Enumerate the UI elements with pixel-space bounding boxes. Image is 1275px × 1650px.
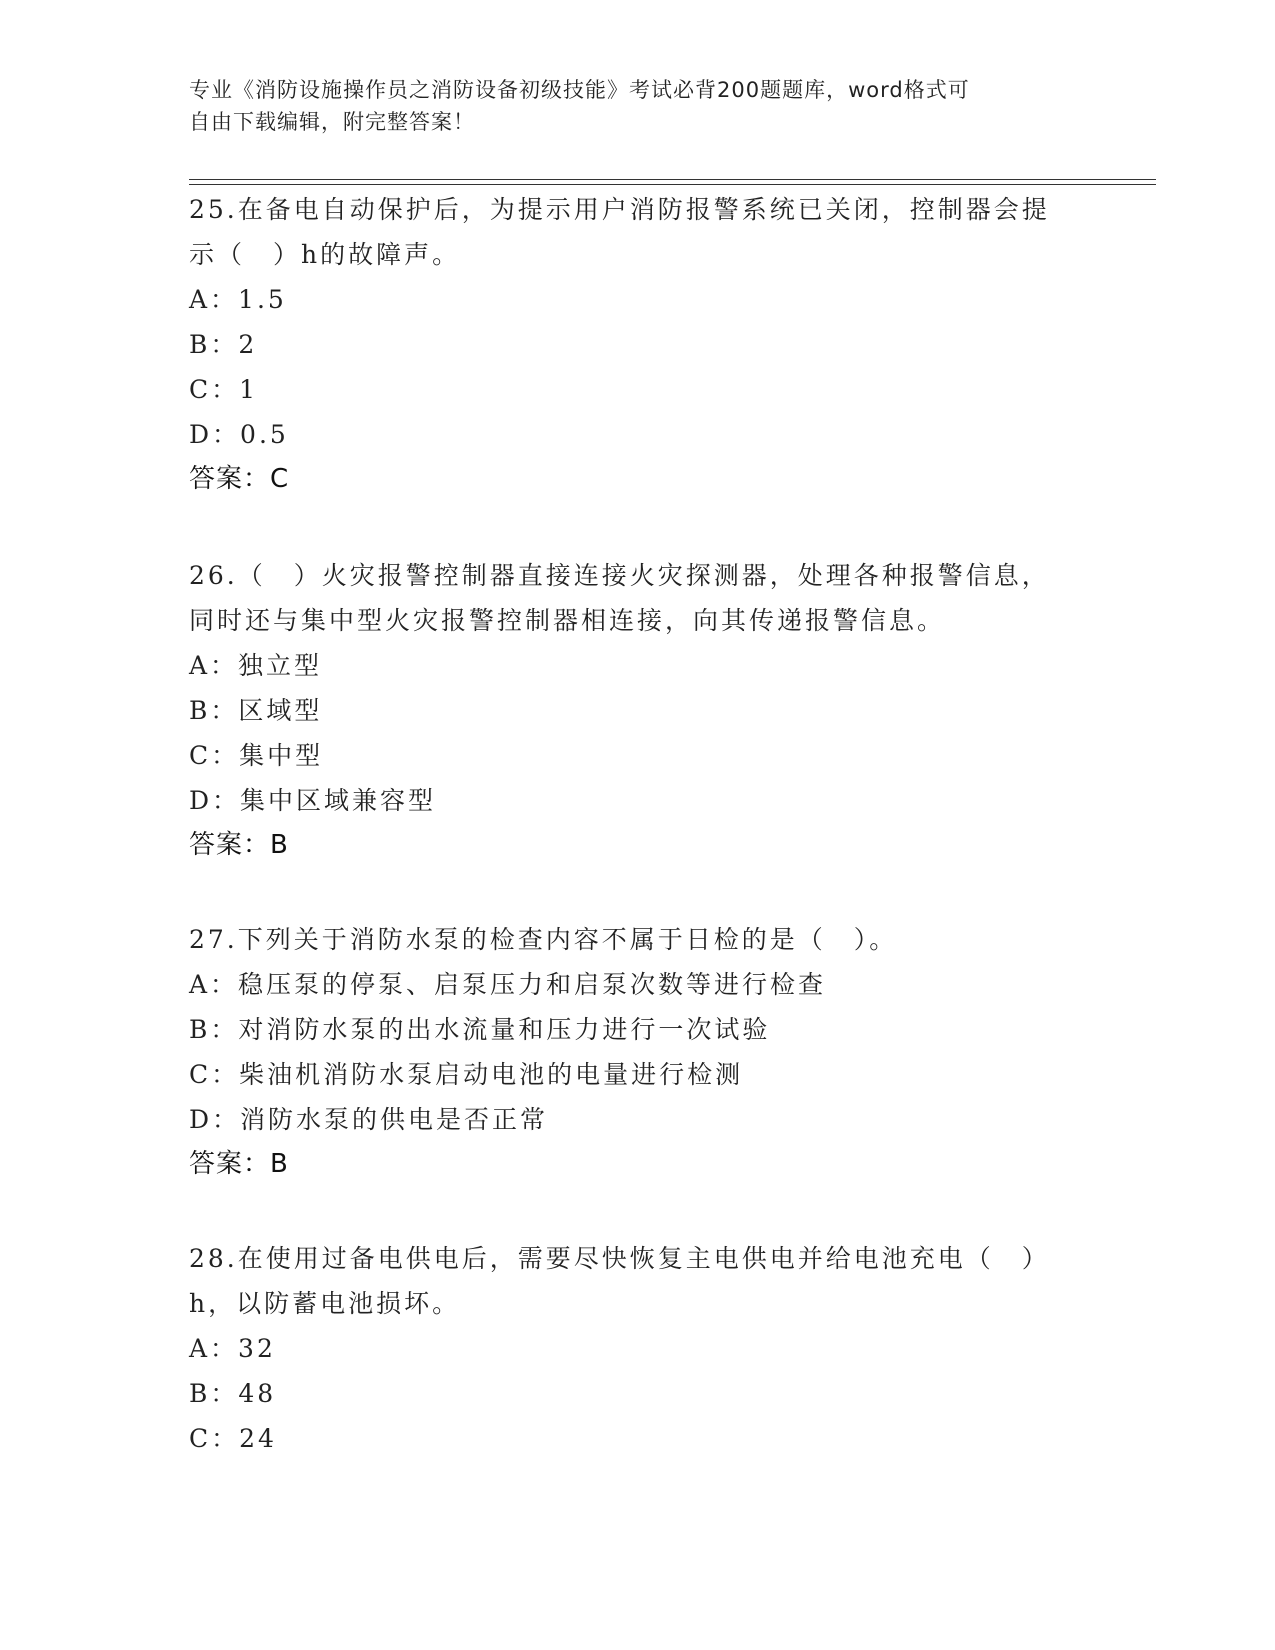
option-d: D：0.5 [189,420,289,449]
header-divider-bottom [189,184,1156,185]
header-line-2: 自由下载编辑，附完整答案！ [189,110,475,134]
question-stem-line: 27.下列关于消防水泵的检查内容不属于日检的是（ ）。 [189,925,898,954]
option-c: C：柴油机消防水泵启动电池的电量进行检测 [189,1060,744,1089]
question-stem-line: 28.在使用过备电供电后，需要尽快恢复主电供电并给电池充电（ ） [189,1244,1050,1273]
option-a: A：独立型 [189,651,323,680]
option-c: C：集中型 [189,741,324,770]
header-divider-top [189,179,1156,180]
option-c: C：24 [189,1424,277,1453]
answer-key: 答案：B [189,830,289,860]
answer-key: 答案：C [189,464,290,494]
question-25 [189,187,1109,502]
option-b: B：2 [189,330,258,359]
option-c: C：1 [189,375,259,404]
option-b: B：区域型 [189,696,323,725]
question-stem-line: 26.（ ）火灾报警控制器直接连接火灾探测器，处理各种报警信息， [189,561,1050,590]
answer-key: 答案：B [189,1149,289,1179]
question-26 [189,553,1109,868]
option-a: A：1.5 [189,285,287,314]
option-d: D：集中区域兼容型 [189,786,437,815]
option-a: A：32 [189,1334,276,1363]
option-b: B：48 [189,1379,277,1408]
option-a: A：稳压泵的停泵、启泵压力和启泵次数等进行检查 [189,970,827,999]
question-27 [189,917,1109,1187]
document-header [189,74,1089,138]
question-28 [189,1236,1109,1461]
header-line-1: 专业《消防设施操作员之消防设备初级技能》考试必背200题题库，word格式可 [189,78,970,102]
question-stem-line: 25.在备电自动保护后，为提示用户消防报警系统已关闭，控制器会提 [189,195,1050,224]
option-d: D：消防水泵的供电是否正常 [189,1105,549,1134]
option-b: B：对消防水泵的出水流量和压力进行一次试验 [189,1015,771,1044]
question-stem-line: 示（ ）h的故障声。 [189,240,461,269]
question-stem-line: 同时还与集中型火灾报警控制器相连接，向其传递报警信息。 [189,606,946,635]
question-stem-line: h，以防蓄电池损坏。 [189,1289,461,1318]
